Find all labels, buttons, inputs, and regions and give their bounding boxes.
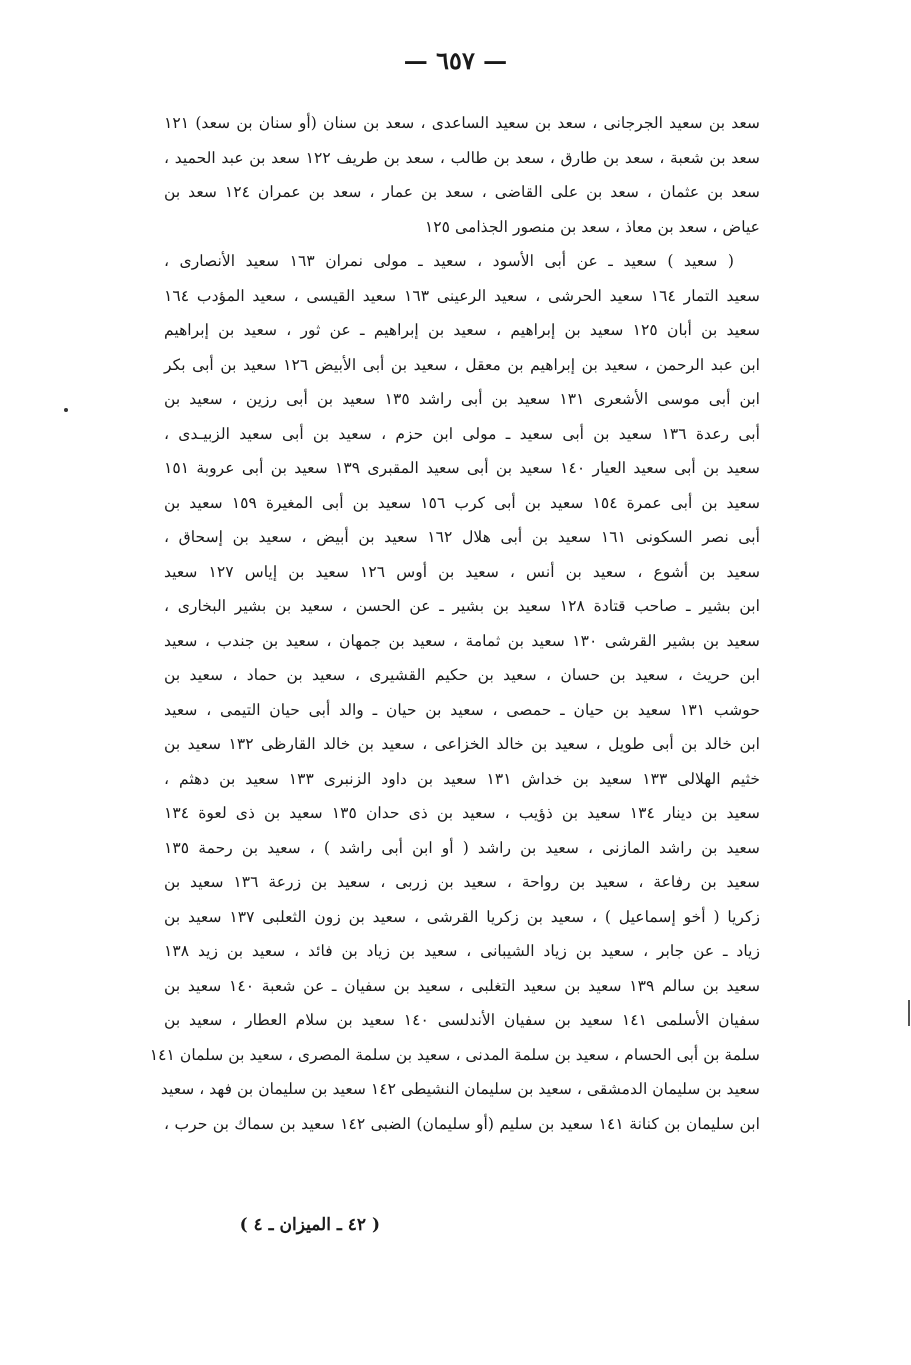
margin-speck bbox=[64, 408, 68, 412]
text-line: سعيد بن أبى سعيد العيار ١٤٠ سعيد بن أبى سعيد المقبرى ١٣٩ سعيد بن أبى عروبة ١٥١ bbox=[164, 459, 760, 477]
text-line: ابن خالد بن أبى طويل ، سعيد بن خالد الخزاعى ، سعيد بن خالد القارظى ١٣٢ سعيد بن bbox=[164, 735, 761, 753]
text-line: سعيد بن سليمان الدمشقى ، سعيد بن سليمان النشيطى ١٤٢ سعيد بن سليمان بن فهد ، سعيد bbox=[160, 1080, 760, 1098]
page-edge-mark bbox=[908, 1000, 910, 1026]
signature-mark: ( ٤٢ ـ الميزان ـ ٤ ) bbox=[239, 1215, 380, 1235]
text-line: ابن سليمان بن كنانة ١٤١ سعيد بن سليم (أو سليمان) الضبى ١٤٢ سعيد بن سماك بن حرب ، bbox=[164, 1114, 760, 1133]
text-line: سعيد بن راشد المازنى ، سعيد بن راشد ( أو ابن أبى راشد ) ، سعيد بن رحمة ١٣٥ bbox=[164, 838, 760, 857]
text-line: خثيم الهلالى ١٣٣ سعيد بن خداش ١٣١ سعيد بن داود الزنبرى ١٣٣ سعيد بن دهثم ، bbox=[164, 769, 760, 788]
text-line: عياض ، سعد بن معاذ ، سعد بن منصور الجذامى ١٢٥ bbox=[424, 217, 760, 236]
text-line: سعد بن شعبة ، سعد بن طارق ، سعد بن طالب ، سعد بن طريف ١٢٢ سعد بن عبد الحميد ، bbox=[164, 148, 760, 167]
index-text-block bbox=[149, 106, 761, 1141]
text-line: سعد بن عثمان ، سعد بن على القاضى ، سعد بن عمار ، سعد بن عمران ١٢٤ سعد بن bbox=[164, 183, 760, 201]
text-line: زياد ـ عن جابر ، سعيد بن زياد الشيبانى ، سعيد بن زياد بن فائد ، سعيد بن زيد ١٣٨ bbox=[164, 942, 760, 960]
text-line: زكريا ( أخو إسماعيل ) ، سعيد بن زكريا القرشى ، سعيد بن زون الثعلبى ١٣٧ سعيد بن bbox=[164, 907, 760, 926]
text-line: سلمة بن أبى الحسام ، سعيد بن سلمة المدنى ، سعيد بن سلمة المصرى ، سعيد بن سلمان ١٤١ bbox=[149, 1045, 760, 1064]
text-line: سعيد بن أشوع ، سعيد بن أنس ، سعيد بن أوس ١٢٦ سعيد بن إياس ١٢٧ سعيد bbox=[164, 562, 761, 581]
text-line: ابن أبى موسى الأشعرى ١٣١ سعيد بن أبى راشد ١٣٥ سعيد بن أبى رزين ، سعيد بن bbox=[164, 390, 760, 408]
page-number: — ٦٥٧ — bbox=[403, 46, 508, 75]
text-line: ( سعيد ) سعيد ـ عن أبى الأسود ، سعيد ـ مولى نمران ١٦٣ سعيد الأنصارى ، bbox=[164, 252, 734, 270]
text-line: سعيد بن رفاعة ، سعيد بن رواحة ، سعيد بن زربى ، سعيد بن زرعة ١٣٦ سعيد بن bbox=[164, 873, 760, 891]
text-line: ابن بشير ـ صاحب قتادة ١٢٨ سعيد بن بشير ـ عن الحسن ، سعيد بن بشير البخارى ، bbox=[164, 597, 760, 615]
text-line: سعيد بن سالم ١٣٩ سعيد بن سعيد التغلبى ، سعيد بن سفيان ـ عن شعبة ١٤٠ سعيد بن bbox=[164, 976, 761, 995]
text-line: حوشب ١٣١ سعيد بن حيان ـ حمصى ، سعيد بن حيان ـ والد أبى حيان التيمى ، سعيد bbox=[164, 700, 761, 719]
text-line: سعيد بن أبى عمرة ١٥٤ سعيد بن أبى كرب ١٥٦ سعيد بن أبى المغيرة ١٥٩ سعيد بن bbox=[164, 493, 761, 512]
text-line: سعيد بن أبان ١٢٥ سعيد بن إبراهيم ، سعيد بن إبراهيم ـ عن ثور ، سعيد بن إبراهيم bbox=[164, 321, 761, 339]
text-line: سعيد التمار ١٦٤ سعيد الحرشى ، سعيد الرعينى ١٦٣ سعيد القيسى ، سعيد المؤدب ١٦٤ bbox=[164, 286, 760, 305]
text-line: ابن عبد الرحمن ، سعيد بن إبراهيم بن معقل ، سعيد بن أبى الأبيض ١٢٦ سعيد بن أبى بكر bbox=[164, 355, 760, 374]
text-line: سعد بن سعيد الجرجانى ، سعد بن سعيد الساعدى ، سعد بن سنان (أو سنان بن سعد) ١٢١ bbox=[164, 114, 760, 132]
text-line: سعيد بن بشير القرشى ١٣٠ سعيد بن ثمامة ، سعيد بن جمهان ، سعيد بن جندب ، سعيد bbox=[164, 631, 760, 650]
text-line: سعيد بن دينار ١٣٤ سعيد بن ذؤيب ، سعيد بن ذى حدان ١٣٥ سعيد بن ذى لعوة ١٣٤ bbox=[164, 804, 760, 822]
text-line: ابن حريث ، سعيد بن حسان ، سعيد بن حكيم القشيرى ، سعيد بن حماد ، سعيد بن bbox=[164, 666, 760, 684]
text-line: أبى نصر السكونى ١٦١ سعيد بن أبى هلال ١٦٢ سعيد بن أبيض ، سعيد بن إسحاق ، bbox=[164, 528, 760, 546]
text-line: أبى رعدة ١٣٦ سعيد بن أبى سعيد ـ مولى ابن حزم ، سعيد بن أبى سعيد الزبيـدى ، bbox=[164, 424, 760, 443]
text-line: سفيان الأسلمى ١٤١ سعيد بن سفيان الأندلسى ١٤٠ سعيد بن سلام العطار ، سعيد بن bbox=[164, 1011, 760, 1029]
